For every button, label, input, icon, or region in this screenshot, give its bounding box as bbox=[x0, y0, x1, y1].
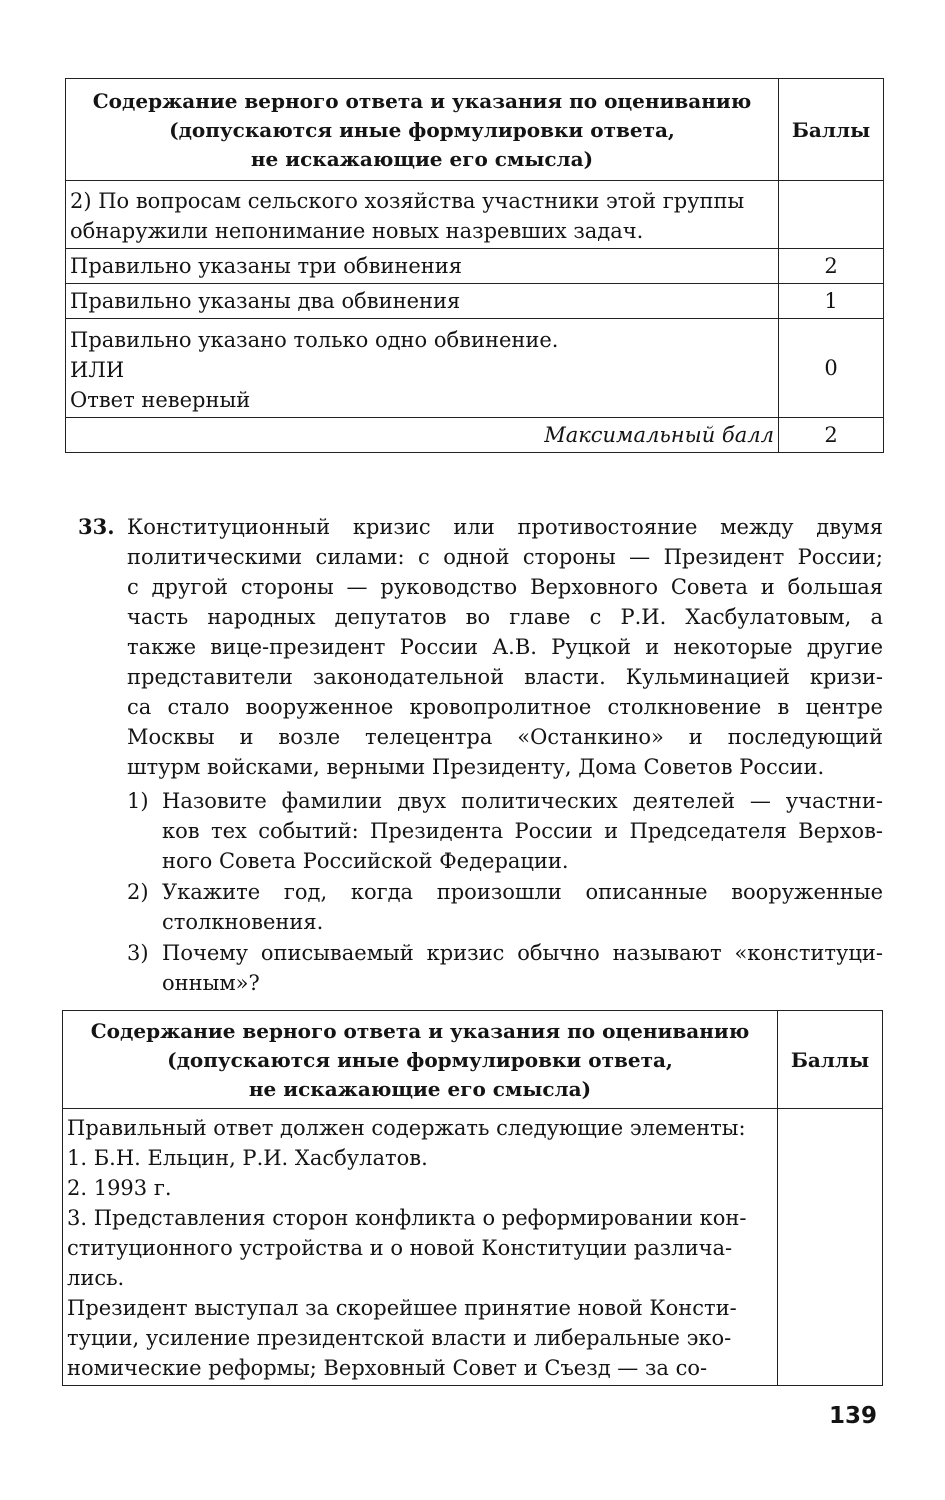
answer-line: 3. Представления сторон конфликта о реформировании кон- bbox=[67, 1206, 747, 1230]
score-cell: 2 bbox=[779, 249, 884, 284]
answer-line: 1. Б.Н. Ельцин, Р.И. Хасбулатов. bbox=[67, 1146, 428, 1170]
max-score-row bbox=[66, 418, 884, 453]
page-number: 139 bbox=[828, 1403, 877, 1429]
header-score-cell: Баллы bbox=[779, 79, 884, 181]
max-score-label: Максимальный балл bbox=[66, 418, 779, 453]
header-line: (допускаются иные формулировки ответа, bbox=[169, 118, 675, 142]
answer-line: ституционного устройства и о новой Конституции различа- bbox=[67, 1236, 733, 1260]
task-number: 2) bbox=[127, 880, 149, 904]
table-row bbox=[66, 319, 884, 418]
criterion-cell: Правильно указаны два обвинения bbox=[66, 284, 779, 319]
score-cell: 0 bbox=[779, 319, 884, 418]
header-line: не искажающие его смысла) bbox=[248, 1077, 592, 1101]
task-number: 1) bbox=[127, 789, 149, 813]
question-line: Москвы и возле телецентра «Останкино» и последующий bbox=[127, 725, 883, 749]
answer-line: лись. bbox=[67, 1266, 125, 1290]
task-line: Назовите фамилии двух политических деятелей — участни- bbox=[162, 789, 883, 813]
task-text bbox=[162, 938, 883, 998]
header-content-cell bbox=[63, 1011, 778, 1109]
question-line: часть народных депутатов во главе с Р.И. Хасбулатовым, а bbox=[127, 605, 883, 629]
header-line: Содержание верного ответа и указания по оцениванию bbox=[92, 89, 752, 113]
header-score-cell: Баллы bbox=[778, 1011, 883, 1109]
answer-line: обнаружили непонимание новых назревших задач. bbox=[70, 219, 644, 243]
max-score-value: 2 bbox=[779, 418, 884, 453]
question-line: Конституционный кризис или противостояние между двумя bbox=[127, 515, 883, 539]
task-line: ного Совета Российской Федерации. bbox=[162, 849, 569, 873]
score-cell bbox=[778, 1109, 883, 1386]
header-line: (допускаются иные формулировки ответа, bbox=[167, 1048, 673, 1072]
question-line: представители законодательной власти. Кульминацией кризи- bbox=[127, 665, 883, 689]
question-33 bbox=[78, 512, 883, 998]
question-line: с другой стороны — руководство Верховного Совета и большая bbox=[127, 575, 883, 599]
score-cell: 1 bbox=[779, 284, 884, 319]
task-line: Укажите год, когда произошли описанные вооруженные bbox=[162, 880, 883, 904]
table-row bbox=[66, 284, 884, 319]
task-item bbox=[127, 938, 883, 998]
answer-line: 2) По вопросам сельского хозяйства участники этой группы bbox=[70, 189, 745, 213]
header-line: не искажающие его смысла) bbox=[250, 147, 594, 171]
task-item bbox=[127, 877, 883, 937]
task-number: 3) bbox=[127, 941, 149, 965]
answer-line: Правильный ответ должен содержать следующие элементы: bbox=[67, 1116, 746, 1140]
answer-cell bbox=[63, 1109, 778, 1386]
scoring-table-2 bbox=[62, 1010, 883, 1386]
answer-line: номические реформы; Верховный Совет и Съезд — за со- bbox=[67, 1356, 708, 1380]
criterion-cell bbox=[66, 319, 779, 418]
question-number: 33. bbox=[78, 514, 115, 539]
scoring-table-1 bbox=[65, 78, 884, 453]
task-line: Почему описываемый кризис обычно называют «конституци- bbox=[162, 941, 883, 965]
question-line: са стало вооруженное кровопролитное столкновение в центре bbox=[127, 695, 883, 719]
criterion-line: ИЛИ bbox=[70, 358, 125, 382]
table-row bbox=[66, 249, 884, 284]
task-line: столкновения. bbox=[162, 910, 324, 934]
task-text bbox=[162, 877, 883, 937]
answer-line: туции, усиление президентской власти и либеральные эко- bbox=[67, 1326, 732, 1350]
question-line: штурм войсками, верными Президенту, Дома Советов России. bbox=[127, 755, 825, 779]
header-line: Содержание верного ответа и указания по оцениванию bbox=[90, 1019, 750, 1043]
task-line: ков тех событий: Президента России и Председателя Верхов- bbox=[162, 819, 883, 843]
table-header-row bbox=[66, 79, 884, 181]
criterion-line: Правильно указано только одно обвинение. bbox=[70, 328, 559, 352]
question-line: также вице-президент России А.В. Руцкой и некоторые другие bbox=[127, 635, 883, 659]
question-text bbox=[127, 512, 883, 782]
score-cell bbox=[779, 181, 884, 249]
criterion-line: Ответ неверный bbox=[70, 388, 251, 412]
question-line: политическими силами: с одной стороны — Президент России; bbox=[127, 545, 883, 569]
header-content-cell bbox=[66, 79, 779, 181]
table-header-row bbox=[63, 1011, 883, 1109]
task-text bbox=[162, 786, 883, 876]
task-line: онным»? bbox=[162, 971, 260, 995]
answer-cell bbox=[66, 181, 779, 249]
task-item bbox=[127, 786, 883, 876]
table-row bbox=[66, 181, 884, 249]
answer-line: Президент выступал за скорейшее принятие новой Консти- bbox=[67, 1296, 737, 1320]
answer-line: 2. 1993 г. bbox=[67, 1176, 172, 1200]
table-row bbox=[63, 1109, 883, 1386]
criterion-cell: Правильно указаны три обвинения bbox=[66, 249, 779, 284]
